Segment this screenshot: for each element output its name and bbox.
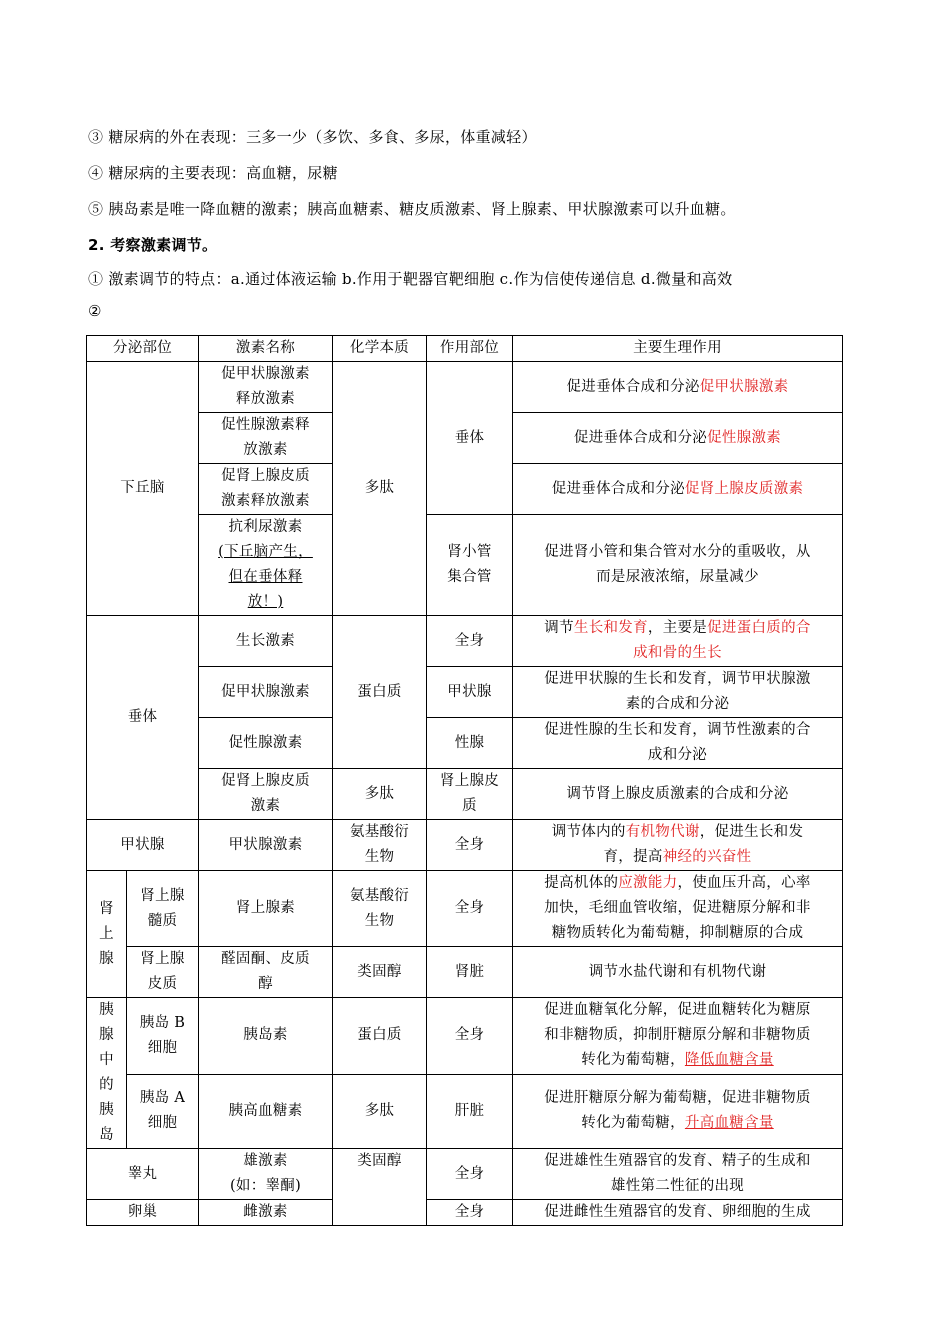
hormone-cell: 胰岛素 [199, 998, 333, 1075]
effect-cell: 促进垂体合成和分泌促甲状腺激素 [513, 362, 843, 413]
organ-cell: 垂体 [87, 616, 199, 820]
target-cell: 全身 [427, 616, 513, 667]
target-cell: 性腺 [427, 718, 513, 769]
hormone-cell: 肾上腺素 [199, 871, 333, 947]
sub-organ-cell: 肾上腺 髓质 [127, 871, 199, 947]
effect-cell: 提高机体的应激能力，使血压升高，心率 加快，毛细血管收缩，促进糖原分解和非 糖物质转化为葡萄糖，抑制糖原的合成 [513, 871, 843, 947]
header-cell: 化学本质 [333, 336, 427, 362]
organ-cell-adrenal: 肾 上 腺 [87, 871, 127, 998]
text-line-item-2: ② [88, 302, 102, 320]
sub-organ-cell: 胰岛 A 细胞 [127, 1074, 199, 1149]
effect-cell: 调节体内的有机物代谢，促进生长和发 育，提高神经的兴奋性 [513, 820, 843, 871]
target-cell: 全身 [427, 871, 513, 947]
section-heading: 2. 考察激素调节。 [88, 236, 218, 254]
target-cell: 肾脏 [427, 947, 513, 998]
header-cell: 主要生理作用 [513, 336, 843, 362]
hormone-table [86, 335, 843, 1226]
table-row [87, 667, 843, 718]
table-row [87, 515, 843, 616]
hormone-cell: 促甲状腺激素 释放激素 [199, 362, 333, 413]
effect-cell: 调节水盐代谢和有机物代谢 [513, 947, 843, 998]
effect-cell: 促进雌性生殖器官的发育、卵细胞的生成 [513, 1200, 843, 1226]
organ-cell: 下丘脑 [87, 362, 199, 616]
nature-cell: 类固醇 [333, 1149, 427, 1226]
hormone-cell: 促甲状腺激素 [199, 667, 333, 718]
organ-cell: 睾丸 [87, 1149, 199, 1200]
hormone-cell: 促性腺激素释 放激素 [199, 413, 333, 464]
table-row [87, 1149, 843, 1200]
hormone-cell: 雌激素 [199, 1200, 333, 1226]
hormone-cell: 促性腺激素 [199, 718, 333, 769]
nature-cell: 多肽 [333, 769, 427, 820]
target-cell: 甲状腺 [427, 667, 513, 718]
hormone-cell: 促肾上腺皮质 激素 [199, 769, 333, 820]
hormone-cell: 胰高血糖素 [199, 1074, 333, 1149]
target-cell: 肾小管 集合管 [427, 515, 513, 616]
nature-cell: 蛋白质 [333, 998, 427, 1075]
text-line-diabetes-main: ④ 糖尿病的主要表现：高血糖，尿糖 [88, 164, 338, 182]
target-cell: 全身 [427, 820, 513, 871]
effect-cell: 调节肾上腺皮质激素的合成和分泌 [513, 769, 843, 820]
table-row [87, 1074, 843, 1149]
header-cell: 激素名称 [199, 336, 333, 362]
target-cell: 全身 [427, 1149, 513, 1200]
hormone-cell: 醛固酮、皮质 醇 [199, 947, 333, 998]
effect-cell: 促进垂体合成和分泌促肾上腺皮质激素 [513, 464, 843, 515]
text-line-insulin: ⑤ 胰岛素是唯一降血糖的激素；胰高血糖素、糖皮质激素、肾上腺素、甲状腺激素可以升血糖。 [88, 200, 736, 218]
nature-cell: 多肽 [333, 1074, 427, 1149]
table-row [87, 616, 843, 667]
table-row [87, 769, 843, 820]
effect-cell: 促进肝糖原分解为葡萄糖，促进非糖物质 转化为葡萄糖，升高血糖含量 [513, 1074, 843, 1149]
sub-organ-cell: 胰岛 B 细胞 [127, 998, 199, 1075]
organ-cell-islet: 胰 腺 中 的 胰 岛 [87, 998, 127, 1149]
hormone-cell: 生长激素 [199, 616, 333, 667]
table-row [87, 947, 843, 998]
table-header-row [87, 336, 843, 362]
header-cell: 作用部位 [427, 336, 513, 362]
effect-cell: 促进肾小管和集合管对水分的重吸收，从 而是尿液浓缩，尿量减少 [513, 515, 843, 616]
nature-cell: 多肽 [333, 362, 427, 616]
table-row [87, 362, 843, 413]
effect-cell: 促进雄性生殖器官的发育、精子的生成和 雄性第二性征的出现 [513, 1149, 843, 1200]
effect-cell: 调节生长和发育，主要是促进蛋白质的合 成和骨的生长 [513, 616, 843, 667]
target-cell: 肾上腺皮 质 [427, 769, 513, 820]
nature-cell: 氨基酸衍 生物 [333, 820, 427, 871]
target-cell: 全身 [427, 998, 513, 1075]
organ-cell: 卵巢 [87, 1200, 199, 1226]
hormone-cell: 促肾上腺皮质 激素释放激素 [199, 464, 333, 515]
target-cell: 全身 [427, 1200, 513, 1226]
effect-cell: 促进血糖氧化分解，促进血糖转化为糖原 和非糖物质，抑制肝糖原分解和非糖物质 转化为葡萄糖，降低血糖含量 [513, 998, 843, 1075]
organ-cell: 甲状腺 [87, 820, 199, 871]
effect-cell: 促进甲状腺的生长和发育，调节甲状腺激 素的合成和分泌 [513, 667, 843, 718]
table-row [87, 1200, 843, 1226]
text-line-hormone-features: ① 激素调节的特点：a.通过体液运输 b.作用于靶器官靶细胞 c.作为信使传递信息 d.微量和高效 [88, 270, 733, 288]
table-row [87, 998, 843, 1075]
text-line-diabetes-signs: ③ 糖尿病的外在表现：三多一少（多饮、多食、多尿，体重减轻） [88, 128, 537, 146]
hormone-cell: 雄激素 (如：睾酮) [199, 1149, 333, 1200]
table-row [87, 820, 843, 871]
header-cell: 分泌部位 [87, 336, 199, 362]
effect-cell: 促进垂体合成和分泌促性腺激素 [513, 413, 843, 464]
table-row [87, 718, 843, 769]
sub-organ-cell: 肾上腺 皮质 [127, 947, 199, 998]
hormone-cell: 甲状腺激素 [199, 820, 333, 871]
target-cell: 肝脏 [427, 1074, 513, 1149]
target-cell: 垂体 [427, 362, 513, 515]
effect-cell: 促进性腺的生长和发育，调节性激素的合 成和分泌 [513, 718, 843, 769]
hormone-cell: 抗利尿激素 (下丘脑产生， 但在垂体释 放！) [199, 515, 333, 616]
nature-cell: 蛋白质 [333, 616, 427, 769]
nature-cell: 类固醇 [333, 947, 427, 998]
nature-cell: 氨基酸衍 生物 [333, 871, 427, 947]
table-row [87, 871, 843, 947]
